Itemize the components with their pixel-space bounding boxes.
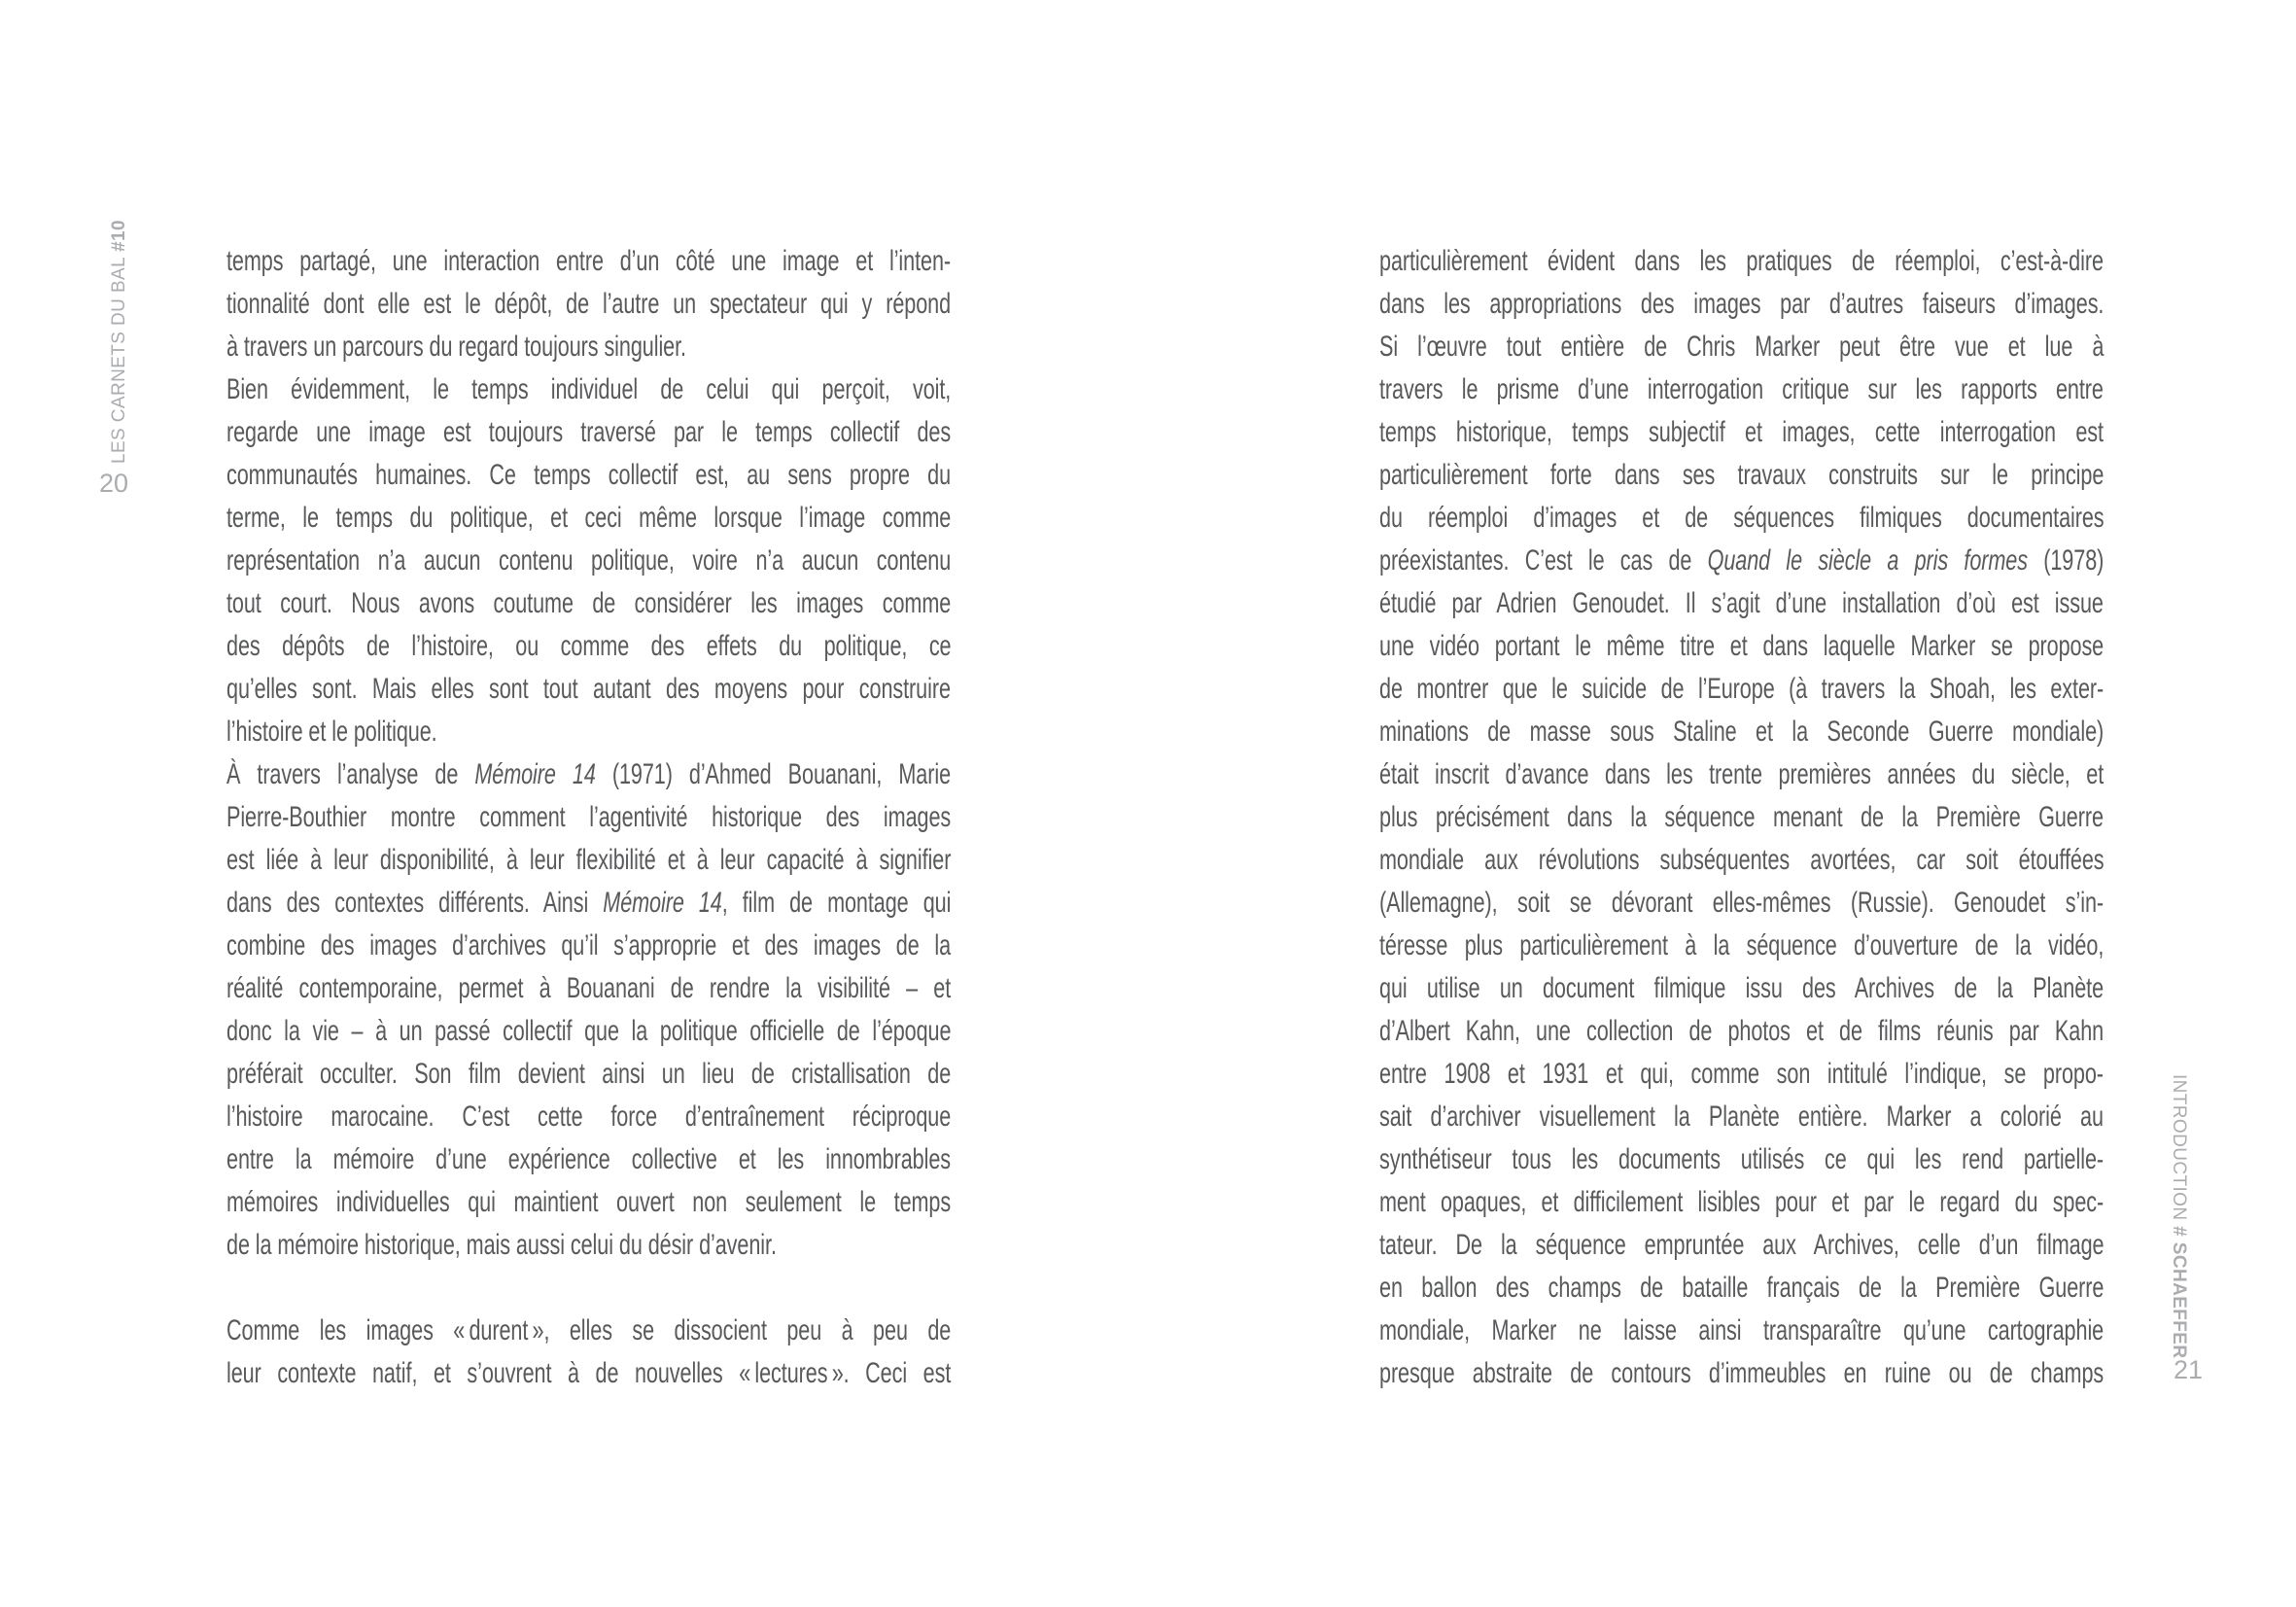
text-line: particulièrement évident dans les pratiques de réemploi, c’est-à-dire — [1379, 245, 2104, 277]
left-page-number: 20 — [99, 469, 129, 498]
text-line: temps historique, temps subjectif et images, cette interrogation est — [1379, 416, 2104, 448]
text-line: presque abstraite de contours d’immeubles en ruine ou de champs — [1379, 1357, 2105, 1389]
text-line: terme, le temps du politique, et ceci même lorsque l’image comme — [226, 502, 952, 534]
text-line: particulièrement forte dans ses travaux construits sur le principe — [1379, 459, 2105, 491]
text-line: Bien évidemment, le temps individuel de celui qui perçoit, voit, — [226, 373, 952, 405]
text-line: À travers l’analyse de Mémoire 14 (1971) d’Ahmed Bouanani, Marie — [226, 758, 952, 790]
left-page-text-column — [226, 240, 951, 1395]
text-line: donc la vie – à un passé collectif que la politique officielle de l’époque — [226, 1015, 952, 1047]
text-line: dans les appropriations des images par d’autres faiseurs d’images. — [1379, 288, 2105, 320]
text-line: entre 1908 et 1931 et qui, comme son intitulé l’indique, se propo- — [1379, 1058, 2104, 1090]
text-line: étudié par Adrien Genoudet. Il s’agit d’une installation d’où est issue — [1379, 587, 2104, 619]
text-line: regarde une image est toujours traversé par le temps collectif des — [226, 416, 952, 448]
text-line: tateur. De la séquence empruntée aux Archives, celle d’un filmage — [1379, 1229, 2105, 1261]
text-line: des dépôts de l’histoire, ou comme des effets du politique, ce — [226, 630, 952, 662]
right-page-text-column — [1379, 240, 2104, 1395]
text-line: synthétiseur tous les documents utilisés ce qui les rend partielle- — [1379, 1143, 2105, 1175]
text-line: l’histoire et le politique. — [226, 716, 437, 748]
text-line: téresse plus particulièrement à la séquence d’ouverture de la vidéo, — [1379, 929, 2105, 961]
text-line: dans des contextes différents. Ainsi Mémoire 14, film de montage qui — [226, 887, 952, 919]
text-line: tout court. Nous avons coutume de considérer les images comme — [226, 587, 952, 619]
text-line: mondiale aux révolutions subséquentes avortées, car soit étouffées — [1379, 844, 2105, 876]
text-line: de montrer que le suicide de l’Europe (à travers la Shoah, les exter- — [1379, 673, 2105, 705]
text-line: une vidéo portant le même titre et dans laquelle Marker se propose — [1379, 630, 2105, 662]
left-spine-label — [108, 220, 131, 464]
text-line: Pierre-Bouthier montre comment l’agentivité historique des images — [226, 801, 952, 833]
text-line: Si l’œuvre tout entière de Chris Marker peut être vue et lue à — [1379, 331, 2105, 363]
text-line: combine des images d’archives qu’il s’approprie et des images de la — [226, 929, 952, 961]
text-line: était inscrit d’avance dans les trente premières années du siècle, et — [1379, 758, 2105, 790]
text-line: minations de masse sous Staline et la Seconde Guerre mondiale) — [1379, 716, 2105, 748]
left-spine-label-regular: LES CARNETS DU BAL — [109, 251, 129, 464]
text-line: mémoires individuelles qui maintient ouvert non seulement le temps — [226, 1186, 952, 1218]
text-line: est liée à leur disponibilité, à leur flexibilité et à leur capacité à signifier — [226, 844, 952, 876]
text-line: travers le prisme d’une interrogation critique sur les rapports entre — [1379, 373, 2104, 405]
text-line: plus précisément dans la séquence menant de la Première Guerre — [1379, 801, 2104, 833]
text-line: communautés humaines. Ce temps collectif est, au sens propre du — [226, 459, 952, 491]
text-line: qu’elles sont. Mais elles sont tout autant des moyens pour construire — [226, 673, 951, 705]
text-line: en ballon des champs de bataille français de la Première Guerre — [1379, 1272, 2105, 1304]
text-line: préférait occulter. Son film devient ainsi un lieu de cristallisation de — [226, 1058, 952, 1090]
text-line: (Allemagne), soit se dévorant elles-mêmes (Russie). Genoudet s’in- — [1379, 887, 2105, 919]
text-line: ment opaques, et difficilement lisibles pour et par le regard du spec- — [1379, 1186, 2105, 1218]
text-line: temps partagé, une interaction entre d’un côté une image et l’inten- — [226, 245, 952, 277]
left-spine-label-bold: #10 — [109, 220, 129, 252]
text-line: leur contexte natif, et s’ouvrent à de nouvelles « lectures ». Ceci est — [226, 1357, 952, 1389]
text-line: qui utilise un document filmique issu des Archives de la Planète — [1379, 972, 2105, 1004]
text-line: mondiale, Marker ne laisse ainsi transparaître qu’une cartographie — [1379, 1314, 2105, 1346]
text-line: l’histoire marocaine. C’est cette force d’entraînement réciproque — [226, 1100, 952, 1133]
text-line: à travers un parcours du regard toujours singulier. — [226, 331, 686, 363]
text-line: entre la mémoire d’une expérience collective et les innombrables — [226, 1143, 952, 1175]
text-line: Comme les images « durent », elles se dissocient peu à peu de — [226, 1314, 952, 1346]
right-spine-label-bold: # SCHAEFFER — [2169, 1226, 2189, 1359]
right-page-number: 21 — [2174, 1355, 2204, 1384]
text-line: d’Albert Kahn, une collection de photos et de films réunis par Kahn — [1379, 1015, 2105, 1047]
text-line: du réemploi d’images et de séquences filmiques documentaires — [1379, 502, 2105, 534]
text-line: sait d’archiver visuellement la Planète entière. Marker a colorié au — [1379, 1100, 2104, 1133]
text-line: réalité contemporaine, permet à Bouanani de rendre la visibilité – et — [226, 972, 952, 1004]
text-line: tionnalité dont elle est le dépôt, de l’autre un spectateur qui y répond — [226, 288, 952, 320]
text-line: préexistantes. C’est le cas de Quand le siècle a pris formes (1978) — [1379, 544, 2105, 576]
text-line: de la mémoire historique, mais aussi celui du désir d’avenir. — [226, 1229, 777, 1261]
text-line: représentation n’a aucun contenu politique, voire n’a aucun contenu — [226, 544, 952, 576]
right-spine-label-regular: INTRODUCTION — [2169, 1074, 2189, 1227]
right-spine-label — [2167, 1074, 2190, 1359]
